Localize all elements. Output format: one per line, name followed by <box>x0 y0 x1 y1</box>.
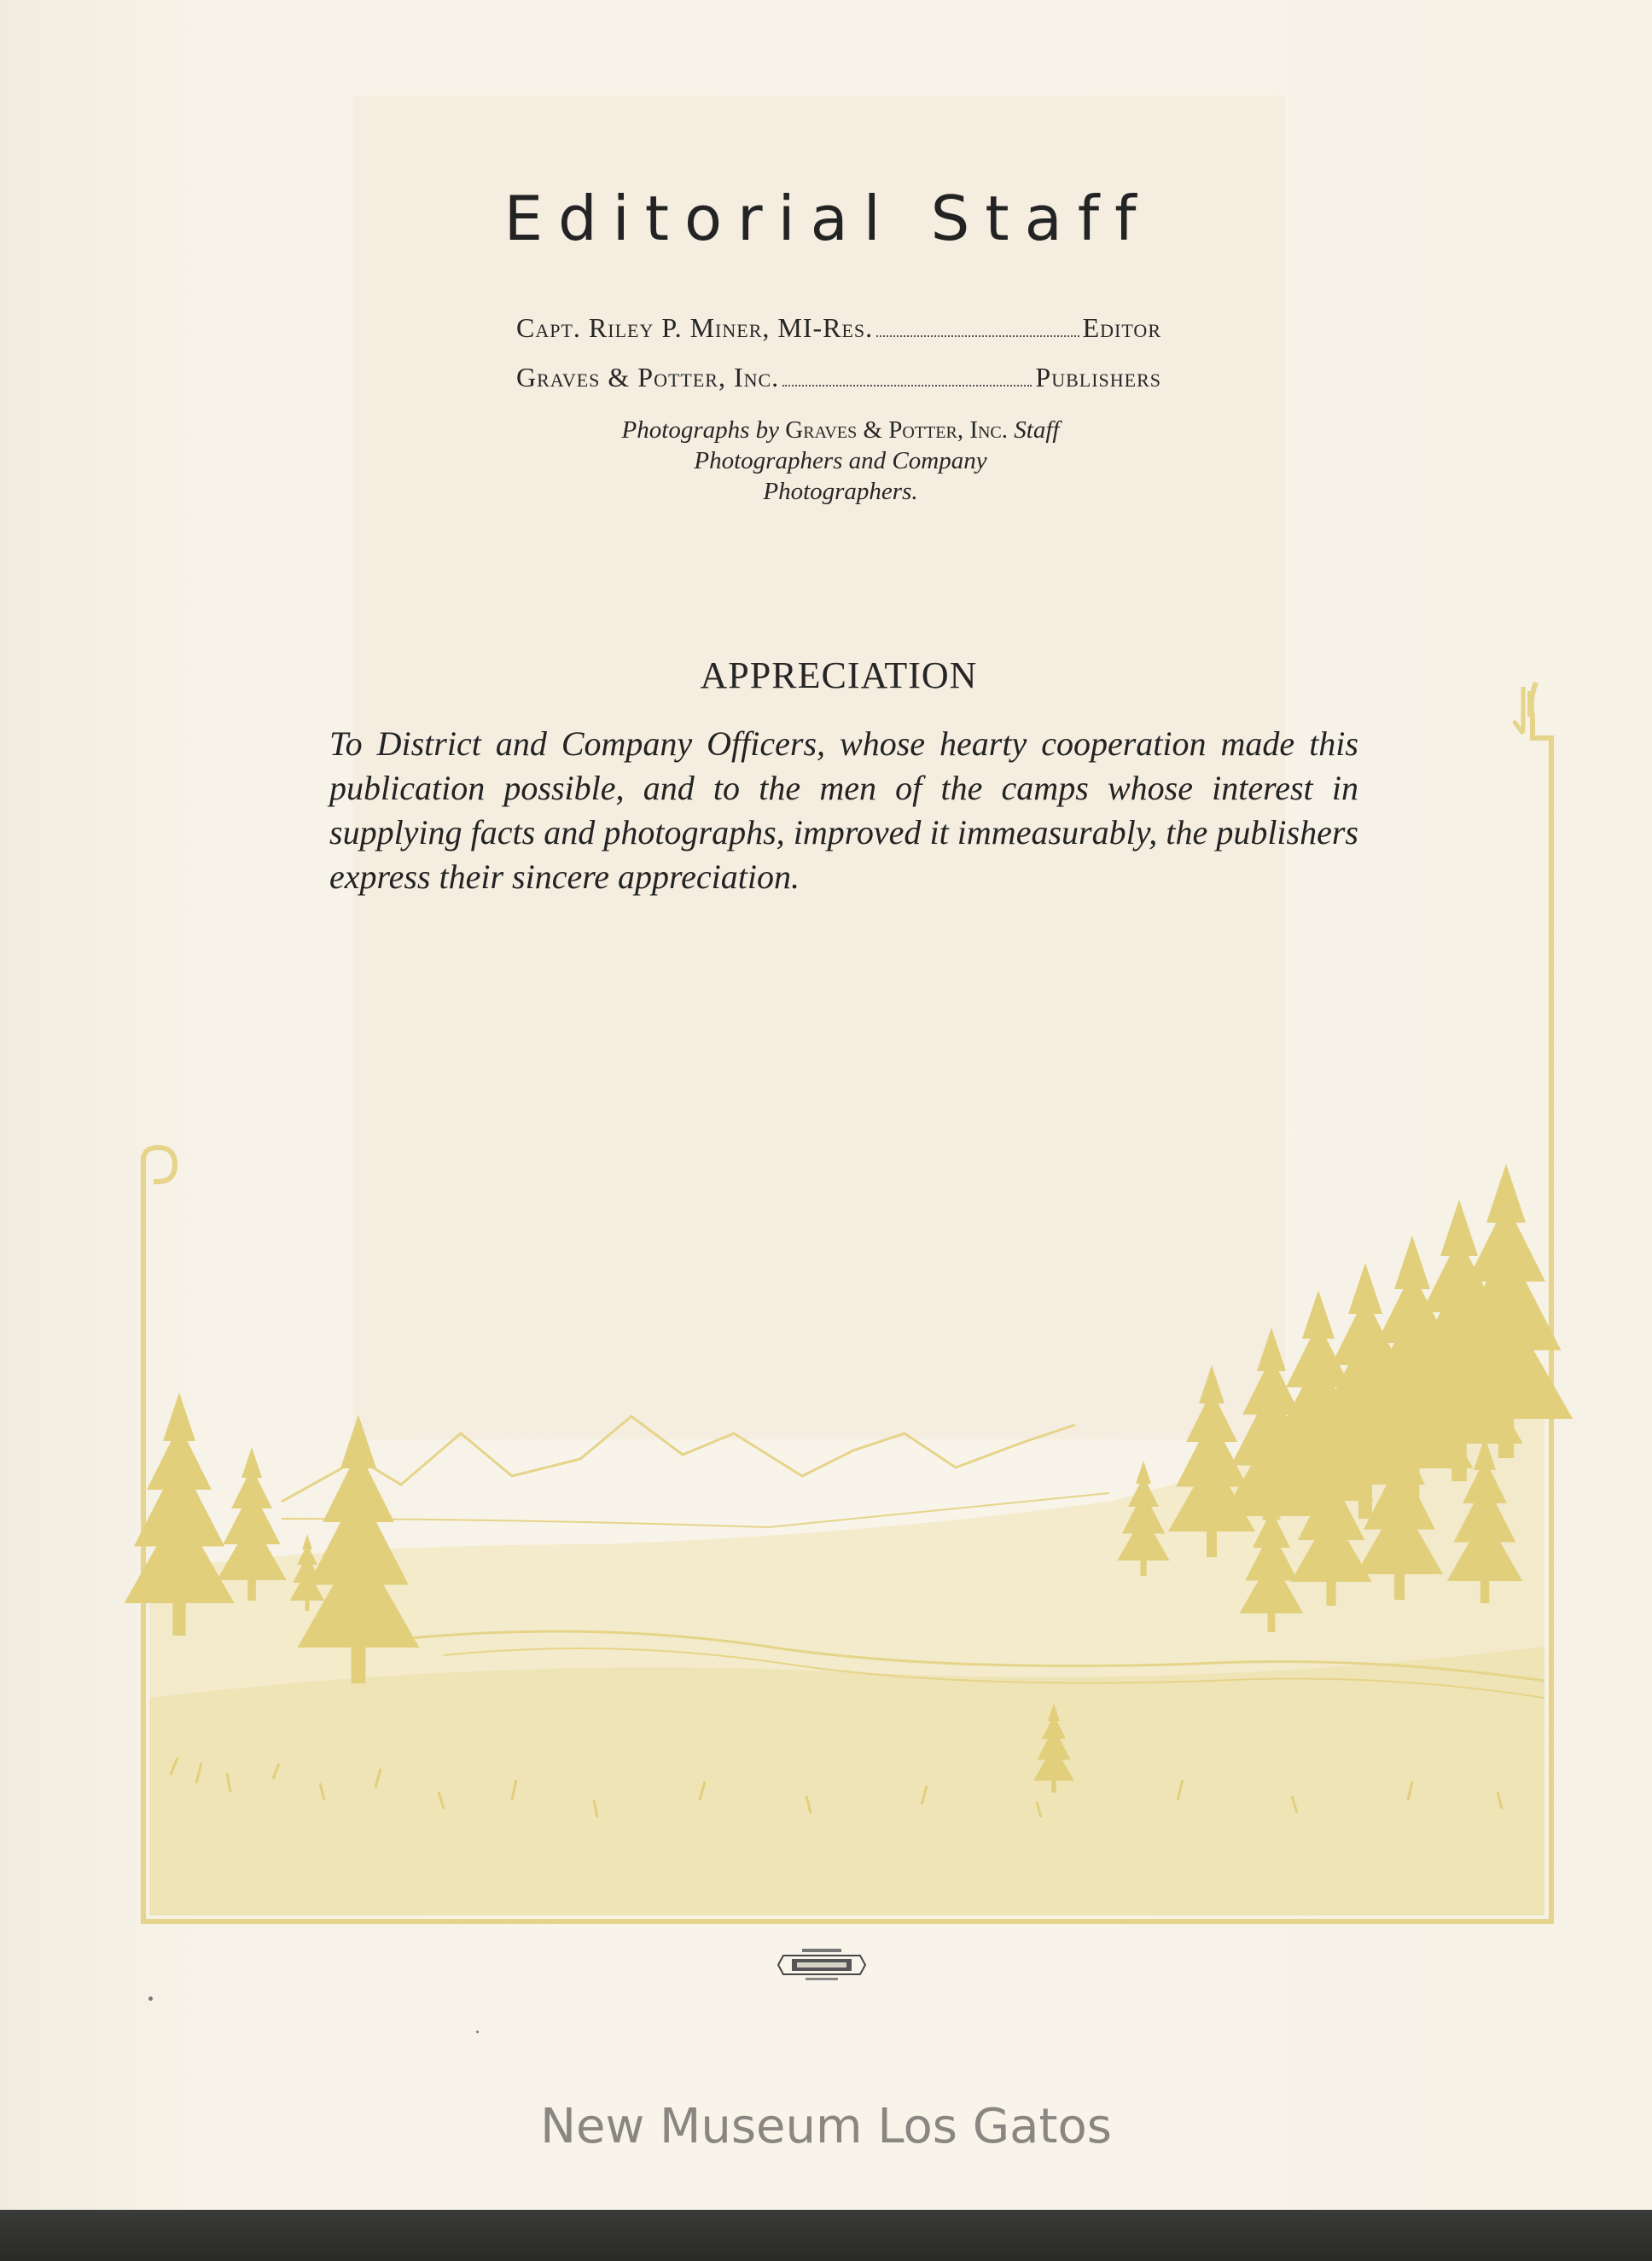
photo-credit-suffix: Staff <box>1014 416 1060 444</box>
scan-edge <box>0 2210 1652 2261</box>
staff-row-publishers <box>516 362 1161 393</box>
staff-role: Publishers <box>1035 362 1161 392</box>
dot-leader <box>782 385 1032 387</box>
page-title: Editorial Staff <box>503 183 1152 254</box>
staff-name: Capt. Riley P. Miner, MI-Res. <box>516 312 874 343</box>
appreciation-heading: APPRECIATION <box>700 654 978 696</box>
appreciation-body: To District and Company Officers, whose hearty cooperation made this publication possible, and to the men of the camps whose interest in supplying facts and photographs, improved it immeasurably, the publishers express their sincere appreciation. <box>329 724 1358 896</box>
photo-credit-firm: Graves & Potter, Inc. <box>785 416 1009 444</box>
watermark-text: New Museum Los Gatos <box>540 2099 1112 2154</box>
photo-credit-line3: Photographers. <box>763 478 918 505</box>
photo-credit-line2: Photographers and Company <box>694 447 987 474</box>
staff-row-editor <box>516 312 1161 344</box>
printer-imprint-icon <box>777 1944 867 1986</box>
dot-leader <box>876 335 1079 337</box>
photo-credit-prefix: Photographs by <box>621 416 780 444</box>
staff-name: Graves & Potter, Inc. <box>516 362 780 392</box>
staff-role: Editor <box>1082 312 1161 343</box>
photo-credit <box>512 415 1169 507</box>
paper-speck <box>476 2031 479 2033</box>
paper-speck <box>148 1997 153 2001</box>
